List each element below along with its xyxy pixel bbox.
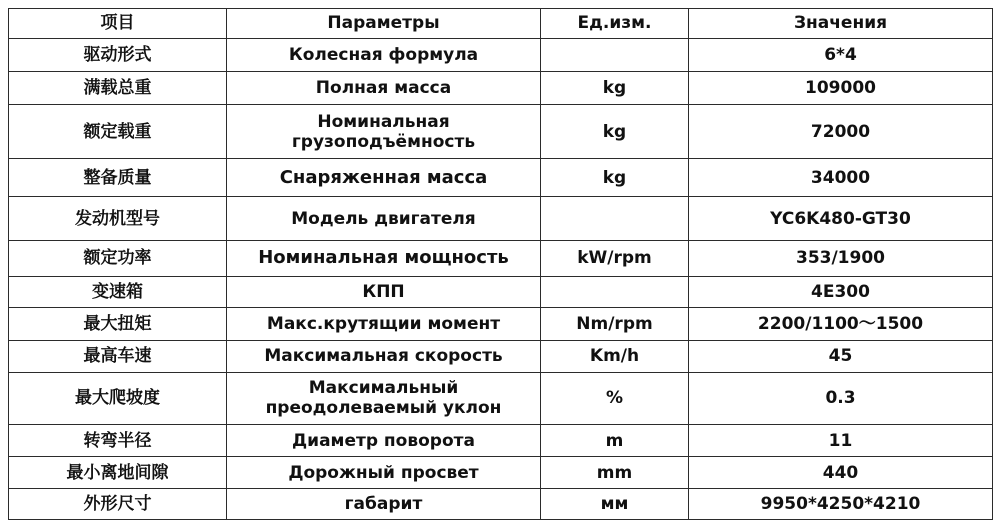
row-unit: mm [541, 457, 689, 489]
row-param-ru: Макс.крутящии момент [227, 307, 541, 340]
header-params: Параметры [227, 9, 541, 39]
row-unit: Nm/rpm [541, 307, 689, 340]
row-item-cn: 外形尺寸 [9, 489, 227, 520]
row-item-cn: 最高车速 [9, 340, 227, 372]
row-value: 9950*4250*4210 [689, 489, 993, 520]
row-value: 440 [689, 457, 993, 489]
row-value: 45 [689, 340, 993, 372]
spec-sheet [8, 8, 992, 520]
row-value: 109000 [689, 71, 993, 104]
spec-table [8, 8, 993, 520]
row-value: 34000 [689, 159, 993, 197]
row-value: YC6K480-GT30 [689, 197, 993, 240]
row-item-cn: 最小离地间隙 [9, 457, 227, 489]
row-unit: kg [541, 104, 689, 159]
row-param-ru-line2: грузоподъёмность [291, 131, 476, 152]
row-unit: kg [541, 159, 689, 197]
row-item-cn: 最大扭矩 [9, 307, 227, 340]
row-unit [541, 197, 689, 240]
table-header-row [9, 9, 993, 39]
table-row [9, 489, 993, 520]
row-param-ru: габарит [227, 489, 541, 520]
row-param-ru: Модель двигателя [227, 197, 541, 240]
table-row [9, 38, 993, 71]
table-row [9, 457, 993, 489]
row-item-cn: 转弯半径 [9, 425, 227, 457]
table-row [9, 71, 993, 104]
row-value: 72000 [689, 104, 993, 159]
row-value: 2200/1100～1500 [689, 307, 993, 340]
row-item-cn: 额定载重 [9, 104, 227, 159]
header-item: 项目 [9, 9, 227, 39]
row-unit: Km/h [541, 340, 689, 372]
header-unit: Ед.изм. [541, 9, 689, 39]
row-item-cn: 额定功率 [9, 240, 227, 276]
table-row [9, 372, 993, 425]
row-item-cn: 最大爬坡度 [9, 372, 227, 425]
row-item-cn: 满载总重 [9, 71, 227, 104]
row-param-ru: Номинальная мощность [227, 240, 541, 276]
row-unit [541, 276, 689, 307]
row-unit [541, 38, 689, 71]
row-unit: m [541, 425, 689, 457]
row-item-cn: 发动机型号 [9, 197, 227, 240]
row-item-cn: 驱动形式 [9, 38, 227, 71]
row-unit: мм [541, 489, 689, 520]
table-row [9, 425, 993, 457]
row-value: 11 [689, 425, 993, 457]
row-param-ru-line1: Номинальная [317, 111, 450, 132]
table-row [9, 307, 993, 340]
row-param-ru: Полная масса [227, 71, 541, 104]
row-param-ru: Дорожный просвет [227, 457, 541, 489]
row-param-ru: Снаряженная масса [227, 159, 541, 197]
row-param-ru-line1: Максимальный [308, 378, 459, 399]
row-value: 6*4 [689, 38, 993, 71]
row-param-ru: Максимальная скорость [227, 340, 541, 372]
row-value: 0.3 [689, 372, 993, 425]
row-value: 4E300 [689, 276, 993, 307]
row-unit: % [541, 372, 689, 425]
row-param-ru: Колесная формула [227, 38, 541, 71]
table-row [9, 197, 993, 240]
row-item-cn: 整备质量 [9, 159, 227, 197]
table-row [9, 159, 993, 197]
row-value: 353/1900 [689, 240, 993, 276]
table-row [9, 340, 993, 372]
row-param-ru-line2: преодолеваемый уклон [265, 398, 502, 419]
row-unit: kW/rpm [541, 240, 689, 276]
row-param-ru [227, 372, 541, 425]
row-param-ru [227, 104, 541, 159]
header-values: Значения [689, 9, 993, 39]
row-param-ru: КПП [227, 276, 541, 307]
row-param-ru: Диаметр поворота [227, 425, 541, 457]
table-row [9, 104, 993, 159]
row-unit: kg [541, 71, 689, 104]
row-item-cn: 变速箱 [9, 276, 227, 307]
table-row [9, 240, 993, 276]
table-row [9, 276, 993, 307]
